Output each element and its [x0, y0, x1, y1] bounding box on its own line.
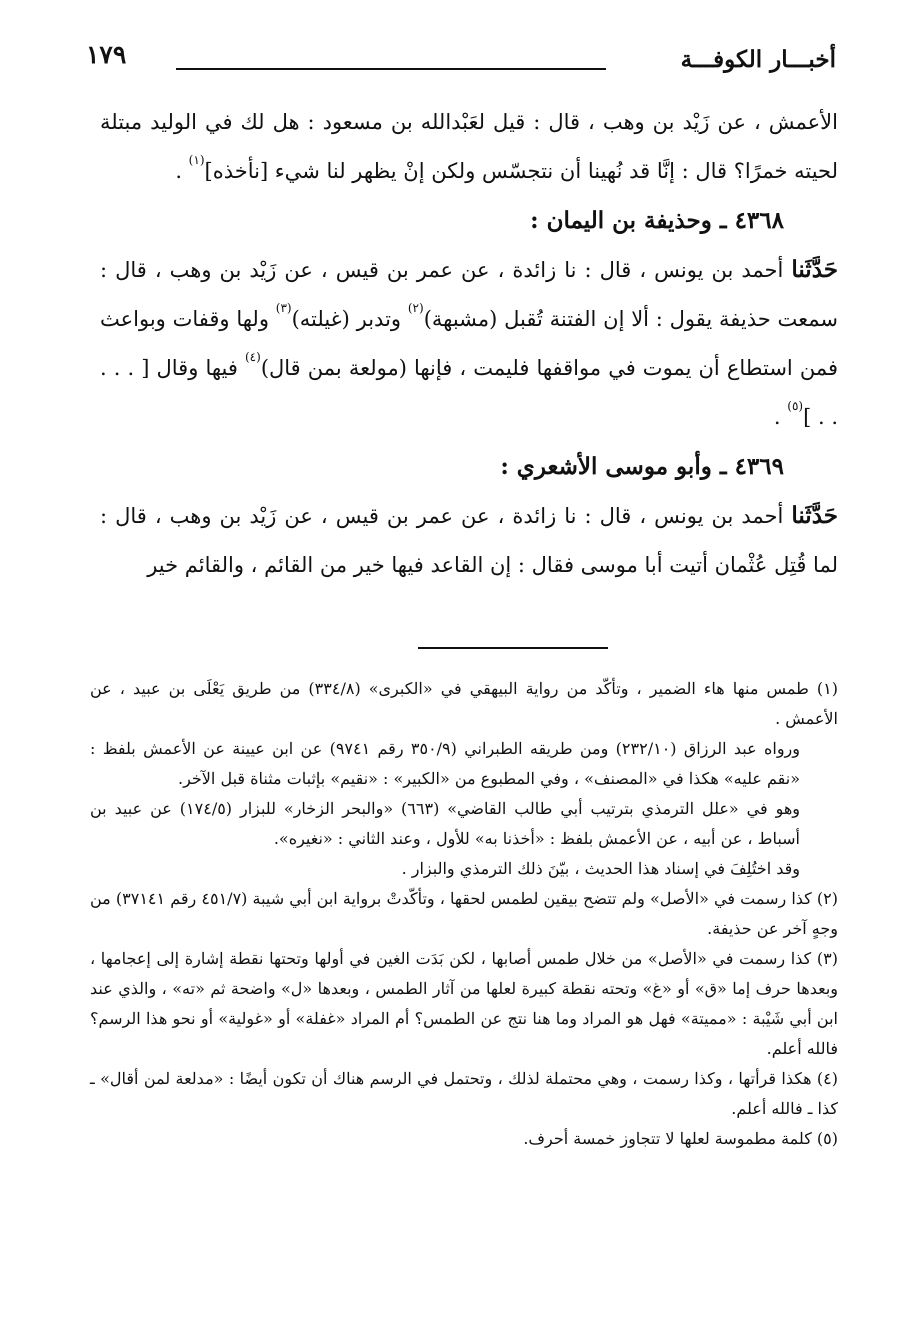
main-text	[100, 98, 838, 590]
paragraph-4368-part-d: فيها وقال [ . . . . . ]	[100, 356, 838, 429]
footnote-1-continuation-2: وهو في «علل الترمذي بترتيب أبي طالب القاضي» (٦٦٣) «والبحر الزخار» للبزار (١٧٤/٥) عن عبيد بن أسباط ، عن أبيه ، عن الأعمش بلفظ : «أخذنا به» للأول ، وعند الثاني : «نغيره».	[90, 799, 801, 848]
haddathana-4368: حَدَّثَنا	[791, 256, 838, 283]
paragraph-4368-part-b: وتدبر (غيلته)	[291, 307, 408, 331]
page-number: ١٧٩	[86, 40, 127, 69]
footnote-ref-4: (٤)	[244, 350, 261, 364]
footnote-separator	[418, 647, 608, 649]
footnote-ref-5: (٥)	[787, 399, 804, 413]
paragraph-intro	[100, 98, 838, 196]
paragraph-4368	[100, 245, 838, 442]
running-title: أخبـــار الكوفـــة	[680, 46, 836, 73]
footnotes	[90, 674, 838, 1154]
paragraph-4368-part-e: .	[773, 405, 788, 429]
footnote-4: (٤) هكذا قرأتها ، وكذا رسمت ، وهي محتملة لذلك ، وتحتمل في الرسم هناك أن تكون أيضًا : «مدلعة لمن أقال» ـ كذا ـ فالله أعلم.	[90, 1069, 838, 1118]
paragraph-4369-text: أحمد بن يونس ، قال : نا زائدة ، عن عمر بن قيس ، عن زَيْد بن وهب ، قال : لما قُتِل عُثْمان أتيت أبا موسى فقال : إن القاعد فيها خير من القائم ، والقائم خير	[100, 504, 838, 577]
entry-heading-4368: ٤٣٦٨ ـ وحذيفة بن اليمان :	[530, 207, 784, 234]
paragraph-intro-text: الأعمش ، عن زَيْد بن وهب ، قال : قيل لعَبْدالله بن مسعود : هل لك في الوليد مبتلة لحيته خمرًا؟ قال : إنَّا قد نُهينا أن نتجسّس ولكن إنْ يظهر لنا شيء [نأخذه]	[100, 110, 838, 183]
footnote-2: (٢) كذا رسمت في «الأصل» ولم تتضح بيقين لطمس لحقها ، وتأكّدتْ برواية ابن أبي شيبة (٤٥١/٧ رقم ٣٧١٤١) من وجهٍ آخر عن حذيفة.	[90, 889, 839, 938]
footnote-ref-1: (١)	[188, 153, 205, 167]
paragraph-4368-part-a: أحمد بن يونس ، قال : نا زائدة ، عن عمر بن قيس ، عن زَيْد بن وهب ، قال : سمعت حذيفة يقول : ألا إن الفتنة تُقبل (مشبهة)	[100, 258, 839, 331]
paragraph-4368-part-c: ولها وقفات وبواعث فمن استطاع أن يموت في مواقفها فليمت ، فإنها (مولعة بمن قال)	[100, 307, 838, 380]
entry-heading-4369: ٤٣٦٩ ـ وأبو موسى الأشعري :	[500, 453, 784, 480]
paragraph-4369	[100, 491, 838, 590]
footnote-3: (٣) كذا رسمت في «الأصل» من خلال طمس أصابها ، لكن بَدَت الغين في أولها وتحتها نقطة إشارة إلى إعجامها ، وبعدها حرف إما «ق» أو «غ» وتحته نقطة كبيرة لعلها من آثار الطمس ، وبعدها «ل» واضحة ثم «ته» ، والذي عند ابن أبي شَيْبة : «مميتة» فهل هو المراد وما هنا نتج عن الطمس؟ أم المراد «غفلة» أو «غولية» أو نحو هذا الرسم؟ فالله أعلم.	[90, 949, 838, 1058]
footnote-1-continuation-1: ورواه عبد الرزاق (٢٣٢/١٠) ومن طريقه الطبراني (٣٥٠/٩ رقم ٩٧٤١) عن ابن عيينة عن الأعمش بلفظ : «نقم عليه» هكذا في «المصنف» ، وفي المطبوع من «الكبير» : «نقيم» بإثبات مثناة قبل الآخر.	[90, 739, 801, 788]
header-rule	[176, 68, 606, 70]
footnote-ref-2: (٢)	[407, 301, 424, 315]
page-header	[86, 40, 836, 84]
haddathana-4369: حَدَّثَنا	[791, 502, 838, 529]
footnote-1-continuation-3: وقد اختُلِفَ في إسناد هذا الحديث ، بيّنَ ذلك الترمذي والبزار .	[401, 859, 800, 878]
footnote-1: (١) طمس منها هاء الضمير ، وتأكّد من رواية البيهقي في «الكبرى» (٣٣٤/٨) من طريق يَعْلَى بن عبيد ، عن الأعمش .	[90, 679, 838, 728]
footnote-ref-3: (٣)	[275, 301, 292, 315]
paragraph-intro-end: .	[175, 159, 189, 183]
footnote-5: (٥) كلمة مطموسة لعلها لا تتجاوز خمسة أحرف.	[523, 1129, 838, 1148]
